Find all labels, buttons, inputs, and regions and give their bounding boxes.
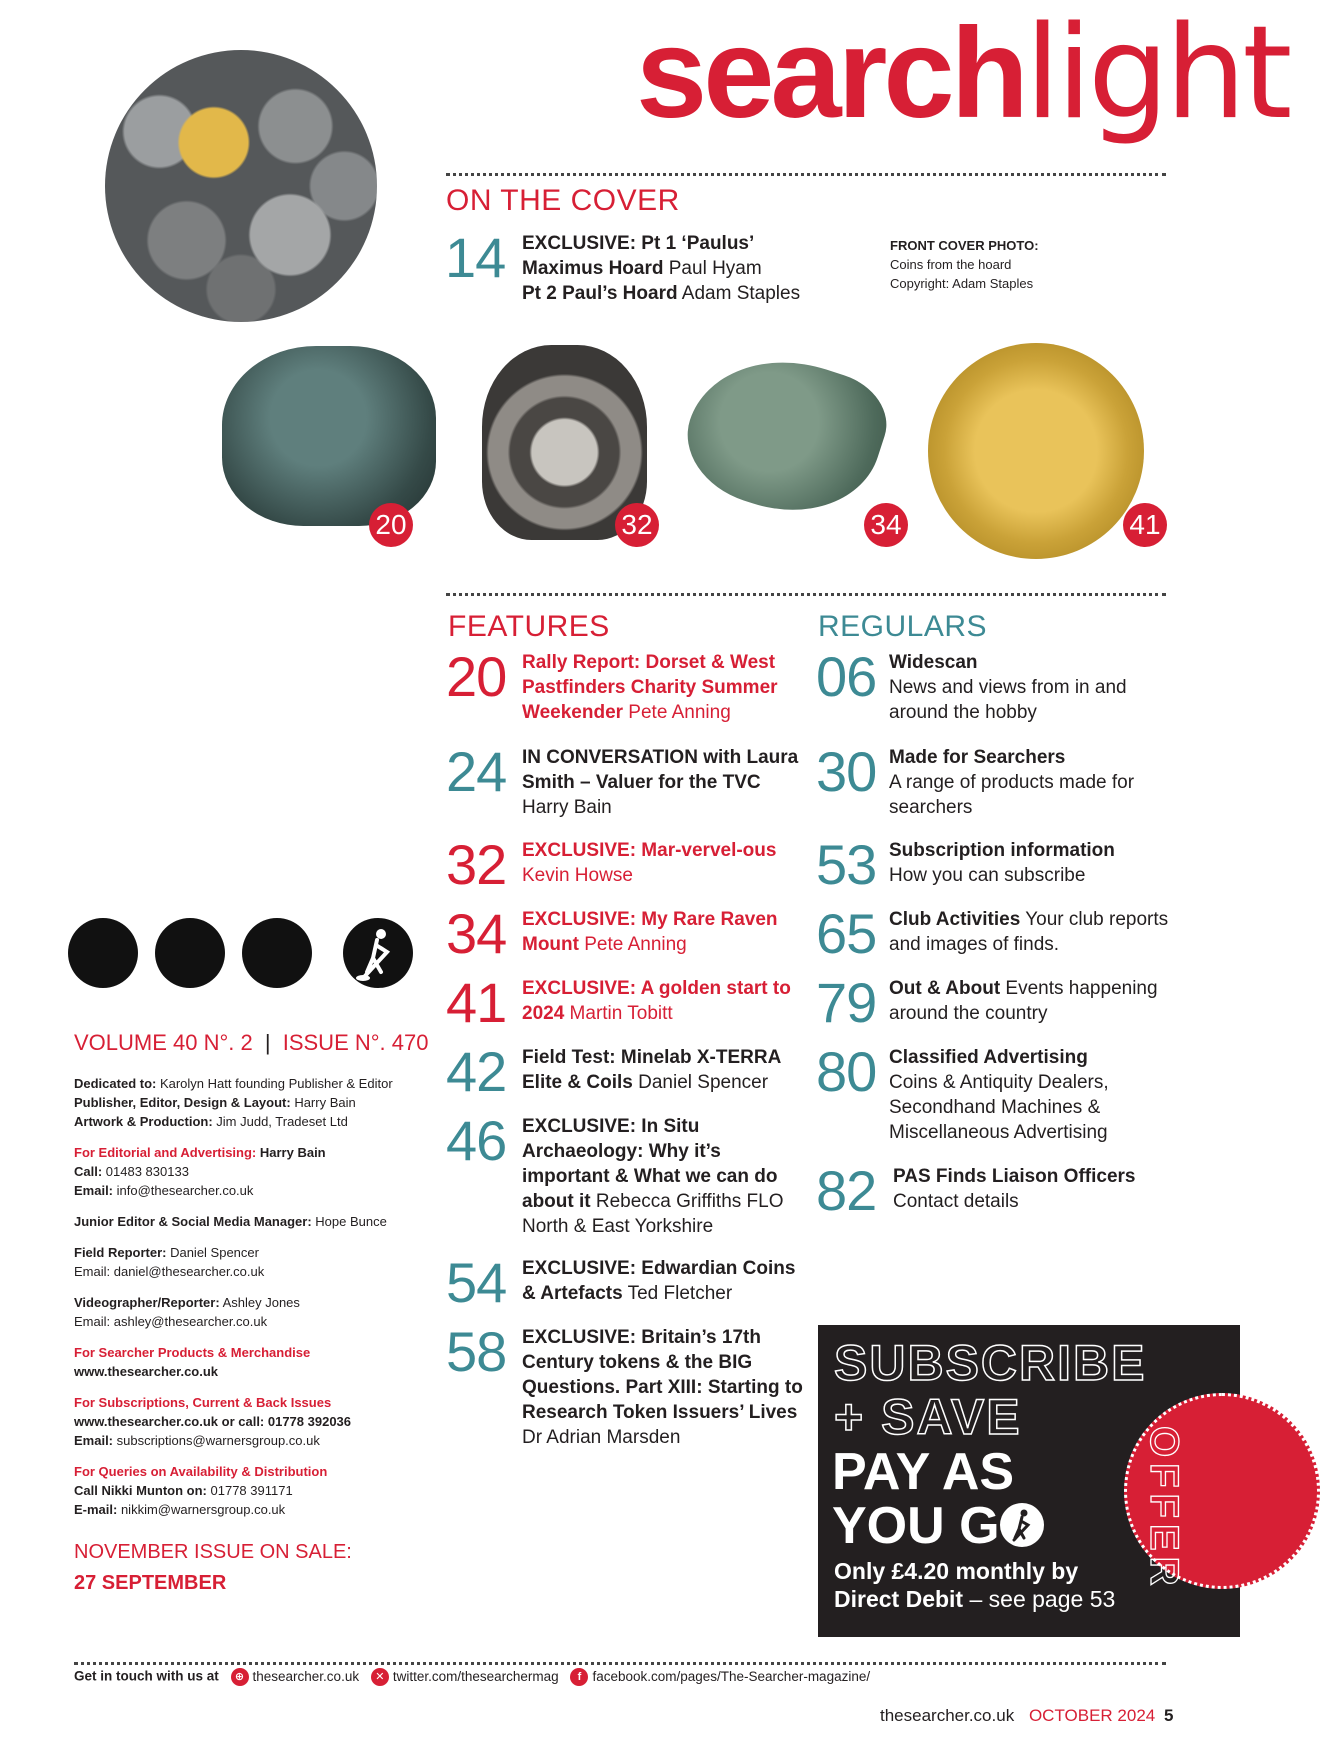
credit-email[interactable]: Email: ashley@thesearcher.co.uk	[74, 1314, 268, 1329]
cover-author1: Paul Hyam	[663, 258, 762, 279]
credit-value: Harry Bain	[290, 1095, 356, 1110]
credit-value[interactable]: info@thesearcher.co.uk	[113, 1183, 254, 1198]
gold-coin-photo	[928, 343, 1144, 559]
on-sale-date: 27 SEPTEMBER	[74, 1572, 227, 1594]
regular-description: A range of products made for searchers	[889, 772, 1135, 818]
debit-label: Direct Debit	[834, 1586, 964, 1612]
you-go-headline: YOU G	[832, 1497, 1000, 1555]
regular-page-number: 80	[816, 1040, 877, 1103]
credit-label: Dedicated to:	[74, 1076, 157, 1091]
regulars-heading: REGULARS	[818, 610, 988, 643]
feature-title: EXCLUSIVE: My Rare Raven Mount	[522, 909, 778, 955]
regular-entry[interactable]	[889, 650, 1179, 725]
facebook-icon: f	[570, 1668, 588, 1686]
credit-label: Field Reporter:	[74, 1245, 167, 1260]
credit-label: For Subscriptions, Current & Back Issues	[74, 1395, 332, 1410]
detectorist-o-icon	[1000, 1503, 1044, 1547]
footer-site[interactable]: thesearcher.co.uk	[880, 1706, 1015, 1725]
front-cover-photo-credit	[890, 236, 1039, 293]
regular-entry[interactable]	[889, 1045, 1179, 1145]
on-the-cover-heading: ON THE COVER	[446, 184, 680, 217]
feature-author: Martin Tobitt	[564, 1003, 673, 1024]
credit-value: Ashley Jones	[219, 1295, 300, 1310]
regular-page-number: 53	[816, 833, 877, 896]
on-sale-line1: NOVEMBER ISSUE ON SALE:	[74, 1541, 352, 1563]
credit-label: For Searcher Products & Merchandise	[74, 1345, 311, 1360]
credit-value[interactable]: nikkim@warnersgroup.co.uk	[117, 1502, 286, 1517]
regular-title: Out & About	[889, 978, 1001, 999]
credit-value[interactable]: subscriptions@warnersgroup.co.uk	[113, 1433, 320, 1448]
regular-page-number: 79	[816, 971, 877, 1034]
regular-entry[interactable]	[889, 745, 1179, 820]
feature-entry[interactable]	[522, 838, 804, 888]
feature-page-number: 54	[446, 1251, 507, 1314]
detectorist-logo-icon	[343, 918, 413, 988]
credit-value: Daniel Spencer	[166, 1245, 259, 1260]
regular-entry[interactable]	[893, 1164, 1183, 1214]
feature-author: Daniel Spencer	[632, 1072, 769, 1093]
cover-story[interactable]	[522, 231, 822, 306]
feature-title: EXCLUSIVE: In Situ Archaeology: Why it’s important & What we can do about it	[522, 1116, 778, 1212]
credit-label: Junior Editor & Social Media Manager:	[74, 1214, 312, 1229]
regular-entry[interactable]	[889, 976, 1179, 1026]
cover-page-number: 14	[445, 226, 506, 289]
facebook-link[interactable]	[570, 1669, 870, 1684]
feature-title: EXCLUSIVE: A golden start to 2024	[522, 978, 791, 1024]
front-cover-caption: Coins from the hoard	[890, 257, 1012, 272]
regular-description: Your club reports and images of finds.	[889, 909, 1169, 955]
pay-as-headline: PAY AS	[832, 1443, 1015, 1501]
subscribe-advert[interactable]	[818, 1325, 1240, 1637]
divider-top	[446, 173, 1166, 176]
raven-mount-photo	[671, 334, 898, 535]
features-heading: FEATURES	[448, 610, 610, 643]
page-number: 5	[1163, 1706, 1174, 1725]
volume-separator: |	[264, 1030, 271, 1055]
regular-title: Widescan	[889, 652, 978, 673]
offer-badge	[1124, 1393, 1320, 1592]
regular-description: Contact details	[893, 1191, 1019, 1212]
website-icon: ⊕	[231, 1668, 249, 1686]
issue-number: ISSUE N°. 470	[282, 1030, 429, 1055]
feature-author: Rebecca Griffiths FLO North & East Yorkshire	[522, 1191, 784, 1237]
credit-link[interactable]: www.thesearcher.co.uk	[74, 1364, 219, 1379]
on-sale-notice	[74, 1541, 352, 1595]
credit-label: E-mail:	[74, 1502, 118, 1517]
regular-title: PAS Finds Liaison Officers	[893, 1166, 1136, 1187]
decorative-dot	[242, 918, 312, 988]
regular-description: Events happening around the country	[889, 978, 1158, 1024]
website-link[interactable]	[231, 1669, 360, 1684]
feature-page-number: 20	[446, 645, 507, 708]
regular-title: Club Activities	[889, 909, 1021, 930]
page-badge-34[interactable]: 34	[864, 503, 908, 547]
feature-title: Rally Report: Dorset & West Pastfinders Charity Summer Weekender	[522, 652, 778, 723]
website-text: thesearcher.co.uk	[252, 1668, 360, 1684]
subscribe-price	[834, 1557, 1115, 1613]
feature-entry[interactable]	[522, 1045, 804, 1095]
feature-page-number: 24	[446, 740, 507, 803]
regular-description: News and views from in and around the hobby	[889, 677, 1127, 723]
feature-entry[interactable]	[522, 650, 804, 725]
credit-label: For Queries on Availability & Distribution	[74, 1464, 328, 1479]
feature-author: Dr Adrian Marsden	[522, 1427, 681, 1448]
regular-title: Subscription information	[889, 840, 1115, 861]
regular-entry[interactable]	[889, 907, 1179, 957]
cover-line2: Maximus Hoard	[522, 258, 664, 279]
credit-label: Publisher, Editor, Design & Layout:	[74, 1095, 291, 1110]
decorative-dot	[155, 918, 225, 988]
credit-email[interactable]: Email: daniel@thesearcher.co.uk	[74, 1264, 265, 1279]
credit-value: Hope Bunce	[311, 1214, 387, 1229]
front-cover-copyright: Copyright: Adam Staples	[890, 276, 1034, 291]
save-headline: + SAVE	[834, 1389, 1022, 1445]
credit-value: Harry Bain	[256, 1145, 326, 1160]
credit-label: For Editorial and Advertising:	[74, 1145, 257, 1160]
bronze-weight-photo	[222, 346, 436, 526]
feature-page-number: 58	[446, 1320, 507, 1383]
credit-label: Call Nikki Munton on:	[74, 1483, 207, 1498]
credit-value: Karolyn Hatt founding Publisher & Editor	[156, 1076, 393, 1091]
page-footer	[880, 1706, 1173, 1726]
debit-page-ref: – see page 53	[963, 1586, 1116, 1612]
credit-label: Videographer/Reporter:	[74, 1295, 220, 1310]
credit-label: Call:	[74, 1164, 103, 1179]
credit-label: Email:	[74, 1183, 114, 1198]
regular-title: Made for Searchers	[889, 747, 1066, 768]
credit-value: 01778 391171	[206, 1483, 293, 1498]
feature-author: Pete Anning	[623, 702, 731, 723]
feature-entry[interactable]	[522, 745, 804, 820]
regular-description: Coins & Antiquity Dealers, Secondhand Machines & Miscellaneous Advertising	[889, 1072, 1109, 1143]
feature-page-number: 42	[446, 1040, 507, 1103]
divider-footer	[74, 1662, 1166, 1665]
social-links	[74, 1668, 870, 1686]
twitter-text: twitter.com/thesearchermag	[392, 1668, 559, 1684]
volume-number: VOLUME 40 N°. 2	[74, 1030, 253, 1055]
logo-light: light	[1024, 0, 1289, 148]
decorative-dot	[68, 918, 138, 988]
regular-entry[interactable]	[889, 838, 1179, 888]
credit-label: Artwork & Production:	[74, 1114, 213, 1129]
facebook-text: facebook.com/pages/The-Searcher-magazine/	[592, 1668, 871, 1684]
feature-author: Pete Anning	[578, 934, 687, 955]
cover-author2: Adam Staples	[677, 283, 801, 304]
x-twitter-icon: ✕	[371, 1668, 389, 1686]
credit-value: Jim Judd, Tradeset Ltd	[212, 1114, 348, 1129]
regular-page-number: 65	[816, 902, 877, 965]
logo-search: search	[636, 2, 1025, 145]
coin-hoard-photo	[105, 50, 377, 322]
feature-title: Field Test: Minelab X-TERRA Elite & Coils	[522, 1047, 781, 1093]
feature-title: EXCLUSIVE: Edwardian Coins & Artefacts	[522, 1258, 796, 1304]
feature-title: EXCLUSIVE: Britain’s 17th Century tokens & the BIG Questions. Part XIII: Starting to Research Token Issuers’ Lives	[522, 1327, 803, 1423]
feature-author: Harry Bain	[522, 797, 612, 818]
page-badge-41[interactable]: 41	[1123, 503, 1167, 547]
price-line: Only £4.20 monthly by	[834, 1558, 1079, 1584]
feature-entry[interactable]	[522, 1114, 804, 1239]
front-cover-label: FRONT COVER PHOTO:	[890, 238, 1039, 253]
regular-description: How you can subscribe	[889, 865, 1086, 886]
feature-title: EXCLUSIVE: Mar-vervel-ous	[522, 840, 777, 861]
credit-value: 01483 830133	[102, 1164, 189, 1179]
cover-line1: EXCLUSIVE: Pt 1 ‘Paulus’	[522, 233, 755, 254]
feature-entry[interactable]	[522, 1325, 804, 1450]
feature-entry[interactable]	[522, 907, 804, 957]
feature-entry[interactable]	[522, 976, 804, 1026]
feature-title: IN CONVERSATION with Laura Smith – Valuer for the TVC	[522, 747, 799, 793]
magazine-logo	[636, 0, 1289, 148]
feature-page-number: 34	[446, 902, 507, 965]
cover-line3: Pt 2 Paul’s Hoard	[522, 283, 678, 304]
page-badge-20[interactable]: 20	[369, 503, 413, 547]
offer-label: OFFER	[1142, 1426, 1186, 1592]
page-badge-32[interactable]: 32	[615, 503, 659, 547]
credit-label: Email:	[74, 1433, 114, 1448]
feature-author: Kevin Howse	[522, 865, 633, 886]
regular-title: Classified Advertising	[889, 1047, 1088, 1068]
feature-entry[interactable]	[522, 1256, 804, 1306]
get-in-touch-label: Get in touch with us at	[74, 1668, 219, 1684]
twitter-link[interactable]	[371, 1669, 559, 1684]
regular-page-number: 82	[816, 1159, 877, 1222]
credit-link[interactable]: www.thesearcher.co.uk or call: 01778 392036	[74, 1414, 352, 1429]
subscribe-headline: SUBSCRIBE	[834, 1335, 1147, 1391]
regular-page-number: 30	[816, 740, 877, 803]
feature-page-number: 41	[446, 971, 507, 1034]
footer-date: OCTOBER 2024	[1028, 1706, 1156, 1725]
regular-page-number: 06	[816, 645, 877, 708]
volume-issue	[74, 1030, 428, 1056]
feature-page-number: 46	[446, 1109, 507, 1172]
divider-middle	[446, 593, 1166, 596]
feature-page-number: 32	[446, 833, 507, 896]
staff-credits	[74, 1074, 393, 1519]
feature-author: Ted Fletcher	[622, 1283, 733, 1304]
